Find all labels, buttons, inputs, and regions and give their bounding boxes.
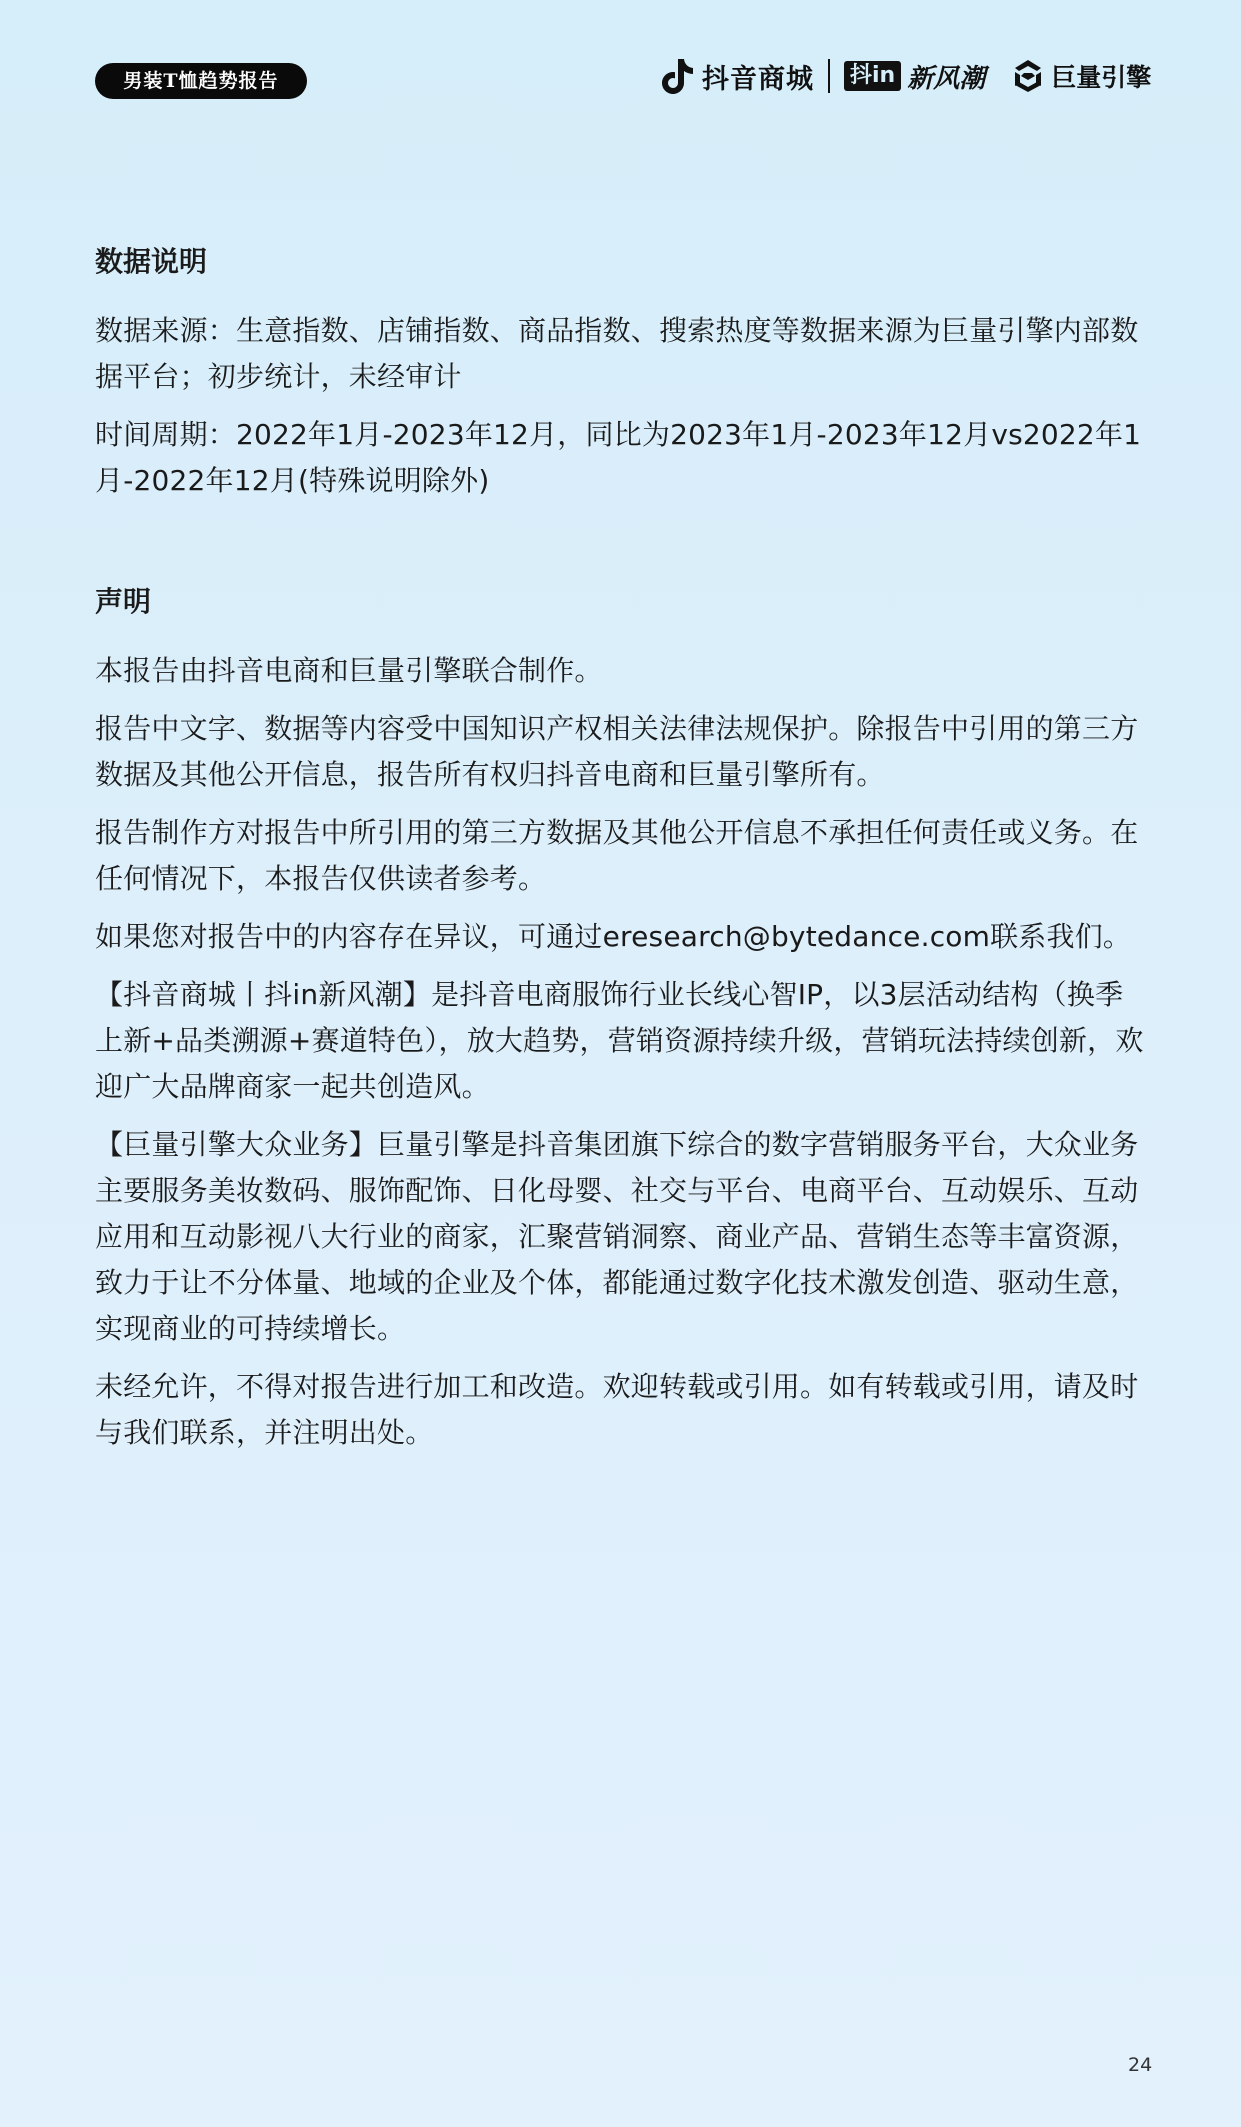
page-number: 24	[1128, 2054, 1153, 2076]
juliang-logo	[985, 58, 1151, 94]
douyin-mall-text: 抖音商城	[702, 63, 814, 95]
juliang-engine-icon	[1011, 58, 1045, 94]
juliang-engine-text: 巨量引擎	[1051, 63, 1152, 92]
statement-paragraph: 【巨量引擎大众业务】巨量引擎是抖音集团旗下综合的数字营销服务平台，大众业务主要服务美妆数码、服饰配饰、日化母婴、社交与平台、电商平台、互动娱乐、互动应用和互动影视八大行业的商家，汇聚营销洞察、商业产品、营销生态等丰富资源，致力于让不分体量、地域的企业及个体，都能通过数字化技术激发创造、驱动生意，实现商业的可持续增长。	[95, 1128, 1139, 1345]
douyin-note-icon	[660, 57, 694, 95]
report-tag: 男装T恤趋势报告	[95, 63, 307, 99]
douyin-in-badge: 抖in	[844, 61, 901, 91]
statement-paragraph: 报告中文字、数据等内容受中国知识产权相关法律法规保护。除报告中引用的第三方数据及其他公开信息，报告所有权归抖音电商和巨量引擎所有。	[95, 712, 1139, 791]
page-header	[0, 0, 1241, 140]
time-period-paragraph: 时间周期：2022年1月-2023年12月，同比为2023年1月-2023年12月vs2022年1月-2022年12月(特殊说明除外)	[95, 418, 1142, 497]
statement-paragraph: 未经允许，不得对报告进行加工和改造。欢迎转载或引用。如有转载或引用，请及时与我们联系，并注明出处。	[95, 1370, 1139, 1449]
xinchao-text: 新风潮	[907, 63, 986, 94]
statement-paragraph: 本报告由抖音电商和巨量引擎联合制作。	[95, 654, 603, 687]
xinchao-logo	[844, 58, 985, 95]
statement-paragraph: 【抖音商城丨抖in新风潮】是抖音电商服饰行业长线心智IP，以3层活动结构（换季上新+品类溯源+赛道特色），放大趋势，营销资源持续升级，营销玩法持续创新，欢迎广大品牌商家一起共创造风。	[95, 978, 1144, 1103]
brand-logos	[660, 52, 1151, 100]
data-source-paragraph: 数据来源：生意指数、店铺指数、商品指数、搜索热度等数据来源为巨量引擎内部数据平台；初步统计，未经审计	[95, 314, 1139, 393]
douyin-mall-logo	[660, 57, 814, 96]
section-spacer	[95, 516, 1145, 580]
statement-title: 声明	[95, 585, 152, 618]
contact-paragraph: 如果您对报告中的内容存在异议，可通过eresearch@bytedance.com联系我们。	[95, 920, 1132, 953]
main-content	[95, 240, 1145, 1468]
statement-paragraph: 报告制作方对报告中所引用的第三方数据及其他公开信息不承担任何责任或义务。在任何情况下，本报告仅供读者参考。	[95, 816, 1139, 895]
data-description-title: 数据说明	[95, 245, 208, 278]
brand-divider	[828, 59, 830, 93]
